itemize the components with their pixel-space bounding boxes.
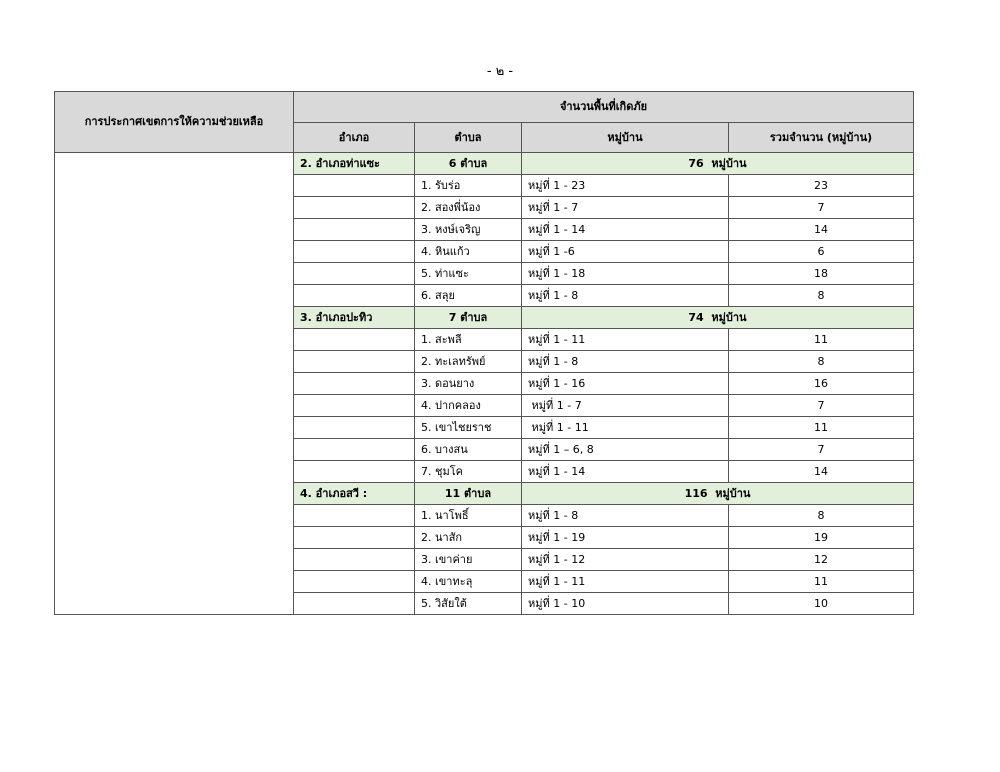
village-range: หมู่ที่ 1 - 8	[522, 285, 729, 307]
empty-district-cell	[294, 461, 415, 483]
village-total: 7	[729, 439, 914, 461]
subdistrict-name: 7. ชุมโค	[415, 461, 522, 483]
village-total: 18	[729, 263, 914, 285]
village-range: หมู่ที่ 1 - 8	[522, 505, 729, 527]
village-unit: หมู่บ้าน	[711, 310, 747, 324]
village-range: หมู่ที่ 1 - 7	[522, 395, 729, 417]
village-range: หมู่ที่ 1 - 19	[522, 527, 729, 549]
village-range: หมู่ที่ 1 - 14	[522, 461, 729, 483]
subdistrict-name: 4. ปากคลอง	[415, 395, 522, 417]
village-total: 8	[729, 351, 914, 373]
village-count-cell	[522, 307, 914, 329]
empty-district-cell	[294, 263, 415, 285]
empty-district-cell	[294, 175, 415, 197]
subdistrict-name: 5. วิสัยใต้	[415, 593, 522, 615]
village-total: 6	[729, 241, 914, 263]
village-range: หมู่ที่ 1 - 23	[522, 175, 729, 197]
village-range: หมู่ที่ 1 - 7	[522, 197, 729, 219]
village-count-cell	[522, 153, 914, 175]
district-row	[55, 153, 914, 175]
village-total: 11	[729, 329, 914, 351]
village-total: 8	[729, 285, 914, 307]
empty-district-cell	[294, 395, 415, 417]
village-range: หมู่ที่ 1 - 8	[522, 351, 729, 373]
village-total: 8	[729, 505, 914, 527]
subdistrict-name: 6. สลุย	[415, 285, 522, 307]
district-name: 4. อำเภอสวี :	[294, 483, 415, 505]
subdistrict-column-header: ตำบล	[415, 123, 522, 153]
village-unit: หมู่บ้าน	[715, 486, 751, 500]
subdistrict-name: 5. เขาไชยราช	[415, 417, 522, 439]
empty-district-cell	[294, 351, 415, 373]
total-column-header: รวมจำนวน (หมู่บ้าน)	[729, 123, 914, 153]
declaration-cell	[55, 153, 294, 615]
subdistrict-count: 6 ตำบล	[415, 153, 522, 175]
village-range: หมู่ที่ 1 – 6, 8	[522, 439, 729, 461]
empty-district-cell	[294, 417, 415, 439]
subdistrict-name: 6. บางสน	[415, 439, 522, 461]
village-total: 16	[729, 373, 914, 395]
village-range: หมู่ที่ 1 - 16	[522, 373, 729, 395]
village-range: หมู่ที่ 1 - 18	[522, 263, 729, 285]
village-count: 116	[684, 486, 708, 500]
village-total: 14	[729, 219, 914, 241]
village-count: 76	[688, 156, 704, 170]
village-range: หมู่ที่ 1 - 10	[522, 593, 729, 615]
subdistrict-name: 5. ท่าแซะ	[415, 263, 522, 285]
village-count: 74	[688, 310, 704, 324]
empty-district-cell	[294, 571, 415, 593]
empty-district-cell	[294, 373, 415, 395]
village-range: หมู่ที่ 1 - 11	[522, 571, 729, 593]
empty-district-cell	[294, 527, 415, 549]
empty-district-cell	[294, 439, 415, 461]
subdistrict-name: 2. นาสัก	[415, 527, 522, 549]
subdistrict-name: 3. ดอนยาง	[415, 373, 522, 395]
village-column-header: หมู่บ้าน	[522, 123, 729, 153]
village-unit: หมู่บ้าน	[711, 156, 747, 170]
empty-district-cell	[294, 329, 415, 351]
disaster-area-table	[54, 91, 914, 615]
declaration-header: การประกาศเขตการให้ความช่วยเหลือ	[55, 92, 294, 153]
subdistrict-count: 7 ตำบล	[415, 307, 522, 329]
district-name: 3. อำเภอปะทิว	[294, 307, 415, 329]
district-column-header: อำเภอ	[294, 123, 415, 153]
empty-district-cell	[294, 593, 415, 615]
village-total: 7	[729, 197, 914, 219]
village-range: หมู่ที่ 1 - 11	[522, 417, 729, 439]
village-total: 23	[729, 175, 914, 197]
empty-district-cell	[294, 285, 415, 307]
district-name: 2. อำเภอท่าแซะ	[294, 153, 415, 175]
empty-district-cell	[294, 549, 415, 571]
empty-district-cell	[294, 241, 415, 263]
village-range: หมู่ที่ 1 - 12	[522, 549, 729, 571]
subdistrict-name: 1. รับร่อ	[415, 175, 522, 197]
subdistrict-name: 3. หงษ์เจริญ	[415, 219, 522, 241]
table-body	[55, 153, 914, 615]
village-range: หมู่ที่ 1 - 11	[522, 329, 729, 351]
village-total: 11	[729, 417, 914, 439]
subdistrict-name: 1. นาโพธิ์	[415, 505, 522, 527]
empty-district-cell	[294, 219, 415, 241]
empty-district-cell	[294, 505, 415, 527]
empty-district-cell	[294, 197, 415, 219]
village-range: หมู่ที่ 1 - 14	[522, 219, 729, 241]
village-total: 10	[729, 593, 914, 615]
subdistrict-name: 4. เขาทะลุ	[415, 571, 522, 593]
village-range: หมู่ที่ 1 -6	[522, 241, 729, 263]
village-count-cell	[522, 483, 914, 505]
page-number: - ๒ -	[486, 64, 514, 79]
area-title-header: จำนวนพื้นที่เกิดภัย	[294, 92, 914, 123]
subdistrict-name: 4. หินแก้ว	[415, 241, 522, 263]
village-total: 11	[729, 571, 914, 593]
subdistrict-name: 2. ทะเลทรัพย์	[415, 351, 522, 373]
village-total: 19	[729, 527, 914, 549]
subdistrict-name: 1. สะพลี	[415, 329, 522, 351]
village-total: 7	[729, 395, 914, 417]
subdistrict-name: 2. สองพี่น้อง	[415, 197, 522, 219]
subdistrict-count: 11 ตำบล	[415, 483, 522, 505]
village-total: 12	[729, 549, 914, 571]
village-total: 14	[729, 461, 914, 483]
subdistrict-name: 3. เขาค่าย	[415, 549, 522, 571]
